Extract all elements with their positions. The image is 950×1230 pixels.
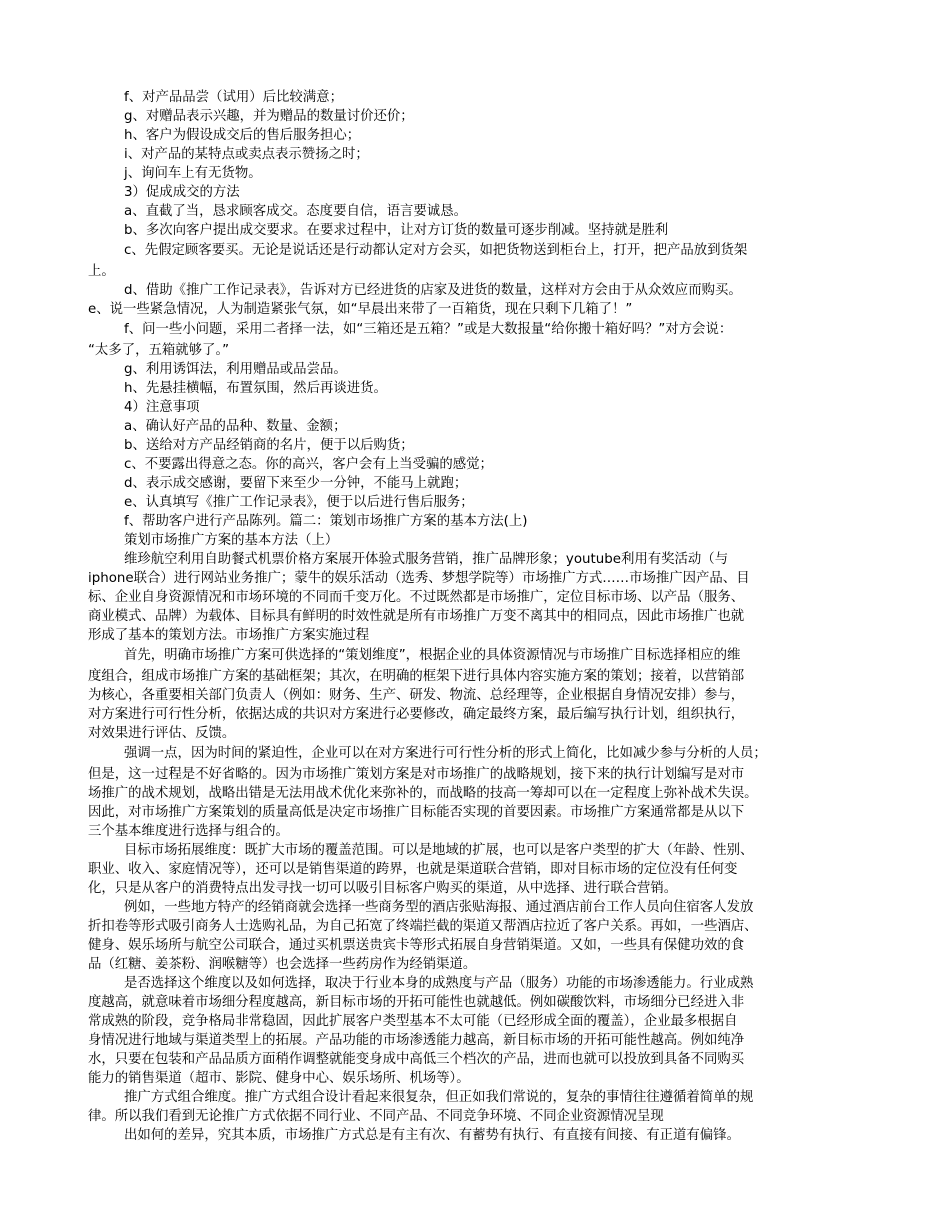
paragraph-line: j、询问车上有无货物。 bbox=[124, 166, 262, 181]
paragraph-line: a、确认好产品的品种、数量、金额； bbox=[124, 419, 347, 434]
paragraph-line: 例如，一些地方特产的经销商就会选择一些商务型的酒店张贴海报、通过酒店前台工作人员向住宿客人发放 bbox=[124, 900, 754, 915]
paragraph-line: 标、企业自身资源情况和市场环境的不同而千变万化。不过既然都是市场推广，定位目标市场、以产品（服务、 bbox=[88, 590, 745, 605]
paragraph-line: 对效果进行评估、反馈。 bbox=[88, 726, 236, 741]
paragraph-line: e、认真填写《推广工作记录表》，便于以后进行售后服务； bbox=[124, 495, 474, 510]
paragraph-line: d、表示成交感谢，要留下来至少一分钟，不能马上就跑； bbox=[124, 476, 468, 491]
paragraph-line: e、说一些紧急情况，人为制造紧张气氛，如“早晨出来带了一百箱货，现在只剩下几箱了！” bbox=[88, 302, 633, 317]
paragraph-line: 化，只是从客户的消费特点出发寻找一切可以吸引目标客户购买的渠道，从中选择、进行联合营销。 bbox=[88, 881, 678, 896]
paragraph-line: c、先假定顾客要买。无论是说话还是行动都认定对方会买，如把货物送到柜台上，打开，把产品放到货架 bbox=[124, 243, 748, 258]
paragraph-line: c、不要露出得意之态。你的高兴，客户会有上当受骗的感觉； bbox=[124, 457, 493, 472]
paragraph-line: 度组合，组成市场推广方案的基础框架；其次，在明确的框架下进行具体内容实施方案的策划；接着，以营销部 bbox=[88, 669, 745, 684]
paragraph-line: 三个基本维度进行选择与组合的。 bbox=[88, 824, 289, 839]
paragraph-line: 能力的销售渠道（超市、影院、健身中心、娱乐场所、机场等）。 bbox=[88, 1071, 470, 1086]
paragraph-line: f、问一些小问题，采用二者择一法，如“三箱还是五箱？”或是大数报量“给你搬十箱好吗？”对方会说： bbox=[124, 322, 733, 337]
paragraph-line: 形成了基本的策划方法。市场推广方案实施过程 bbox=[88, 628, 370, 643]
paragraph-line: h、先悬挂横幅，布置氛围，然后再谈进货。 bbox=[124, 381, 387, 396]
paragraph-line: 对方案进行可行性分析，依据达成的共识对方案进行必要修改，确定最终方案，最后编写执行计划，组织执行， bbox=[88, 707, 745, 722]
section-heading: 3）促成成交的方法 bbox=[124, 185, 240, 200]
paragraph-line: 强调一点，因为时间的紧迫性，企业可以在对方案进行可行性分析的形式上简化，比如减少参与分析的人员； bbox=[124, 746, 767, 761]
paragraph-line: g、对赠品表示兴趣，并为赠品的数量讨价还价； bbox=[124, 109, 414, 124]
paragraph-line: 但是，这一过程是不好省略的。因为市场推广策划方案是对市场推广的战略规划，接下来的执行计划编写是对市 bbox=[88, 767, 745, 782]
paragraph-line: i、对产品的某特点或卖点表示赞扬之时； bbox=[124, 147, 369, 162]
paragraph-line: 折扣卷等形式吸引商务人士选购礼品，为自己拓宽了终端拦截的渠道又帮酒店拉近了客户关系。再如，一些酒店、 bbox=[88, 919, 758, 934]
paragraph-line: 为核心，各重要相关部门负责人（例如：财务、生产、研发、物流、总经理等，企业根据自身情况安排）参与， bbox=[88, 688, 745, 703]
paragraph-line: f、帮助客户进行产品陈列。篇二：策划市场推广方案的基本方法(上) bbox=[124, 514, 528, 529]
paragraph-line: b、送给对方产品经销商的名片，便于以后购货； bbox=[124, 438, 414, 453]
paragraph-line: 职业、收入、家庭情况等），还可以是销售渠道的跨界，也就是渠道联合营销，即对目标市场的定位没有任何变 bbox=[88, 862, 738, 877]
paragraph-line: 水，只要在包装和产品品质方面稍作调整就能变身成中高低三个档次的产品，进而也就可以投放到具备不同购买 bbox=[88, 1052, 745, 1067]
paragraph-line: 场推广的战术规划，战略出错是无法用战术优化来弥补的，而战略的技高一筹却可以在一定程度上弥补战术失误。 bbox=[88, 786, 758, 801]
paragraph-line: 出如何的差异，究其本质，市场推广方式总是有主有次、有蓄势有执行、有直接有间接、有正道有偏锋。 bbox=[124, 1128, 740, 1143]
paragraph-line: 常成熟的阶段，竞争格局非常稳固，因此扩展客户类型基本不太可能（已经形成全面的覆盖），企业最多根据自 bbox=[88, 1014, 738, 1029]
paragraph-line: d、借助《推广工作记录表》，告诉对方已经进货的店家及进货的数量，这样对方会由于从众效应而购买。 bbox=[124, 283, 742, 298]
paragraph-line: 健身、娱乐场所与航空公司联合，通过买机票送贵宾卡等形式拓展自身营销渠道。又如，一些具有保健功效的食 bbox=[88, 938, 745, 953]
paragraph-line: 维珍航空利用自助餐式机票价格方案展开体验式服务营销，推广品牌形象；youtube利用有奖活动（与 bbox=[124, 552, 729, 567]
paragraph-line: 律。所以我们看到无论推广方式依据不同行业、不同产品、不同竞争环境、不同企业资源情况呈现 bbox=[88, 1109, 664, 1124]
paragraph-line: f、对产品品尝（试用）后比较满意； bbox=[124, 90, 343, 105]
paragraph-line: h、客户为假设成交后的售后服务担心； bbox=[124, 128, 361, 143]
paragraph-line: “太多了，五箱就够了。” bbox=[88, 343, 230, 358]
paragraph-line: b、多次向客户提出成交要求。在要求过程中，让对方订货的数量可逐步削减。坚持就是胜利 bbox=[124, 223, 669, 238]
paragraph-line: 商业模式、品牌）为载体、目标具有鲜明的时效性就是所有市场推广万变不离其中的相同点，因此市场推广也就 bbox=[88, 609, 745, 624]
paragraph-line: 度越高，就意味着市场细分程度越高，新目标市场的开拓可能性也就越低。例如碳酸饮料，市场细分已经进入非 bbox=[88, 995, 745, 1010]
paragraph-line: a、直截了当，恳求顾客成交。态度要自信，语言要诚恳。 bbox=[124, 204, 467, 219]
paragraph-line: iphone联合）进行网站业务推广；蒙牛的娱乐活动（选秀、梦想学院等）市场推广方式……市场推广因产品、目 bbox=[88, 571, 750, 586]
document-body bbox=[88, 88, 860, 1145]
paragraph-line: 身情况进行地域与渠道类型上的拓展。产品功能的市场渗透能力越高，新目标市场的开拓可能性越高。例如纯净 bbox=[88, 1033, 745, 1048]
paragraph-line: 推广方式组合维度。推广方式组合设计看起来很复杂，但正如我们常说的，复杂的事情往往遵循着简单的规 bbox=[124, 1090, 754, 1105]
paragraph-line: g、利用诱饵法，利用赠品或品尝品。 bbox=[124, 362, 347, 377]
article-title: 策划市场推广方案的基本方法（上） bbox=[124, 533, 339, 548]
paragraph-line: 上。 bbox=[88, 264, 115, 279]
paragraph-line: 因此，对市场推广方案策划的质量高低是决定市场推广目标能否实现的首要因素。市场推广方案通常都是从以下 bbox=[88, 805, 745, 820]
paragraph-line: 品（红糖、姜茶粉、润喉糖等）也会选择一些药房作为经销渠道。 bbox=[88, 957, 477, 972]
paragraph-line: 是否选择这个维度以及如何选择，取决于行业本身的成熟度与产品（服务）功能的市场渗透能力。行业成熟 bbox=[124, 976, 754, 991]
section-heading: 4）注意事项 bbox=[124, 400, 200, 415]
paragraph-line: 首先，明确市场推广方案可供选择的“策划维度”，根据企业的具体资源情况与市场推广目标选择相应的维 bbox=[124, 648, 741, 663]
paragraph-line: 目标市场拓展维度：既扩大市场的覆盖范围。可以是地域的扩展，也可以是客户类型的扩大（年龄、性别、 bbox=[124, 843, 754, 858]
